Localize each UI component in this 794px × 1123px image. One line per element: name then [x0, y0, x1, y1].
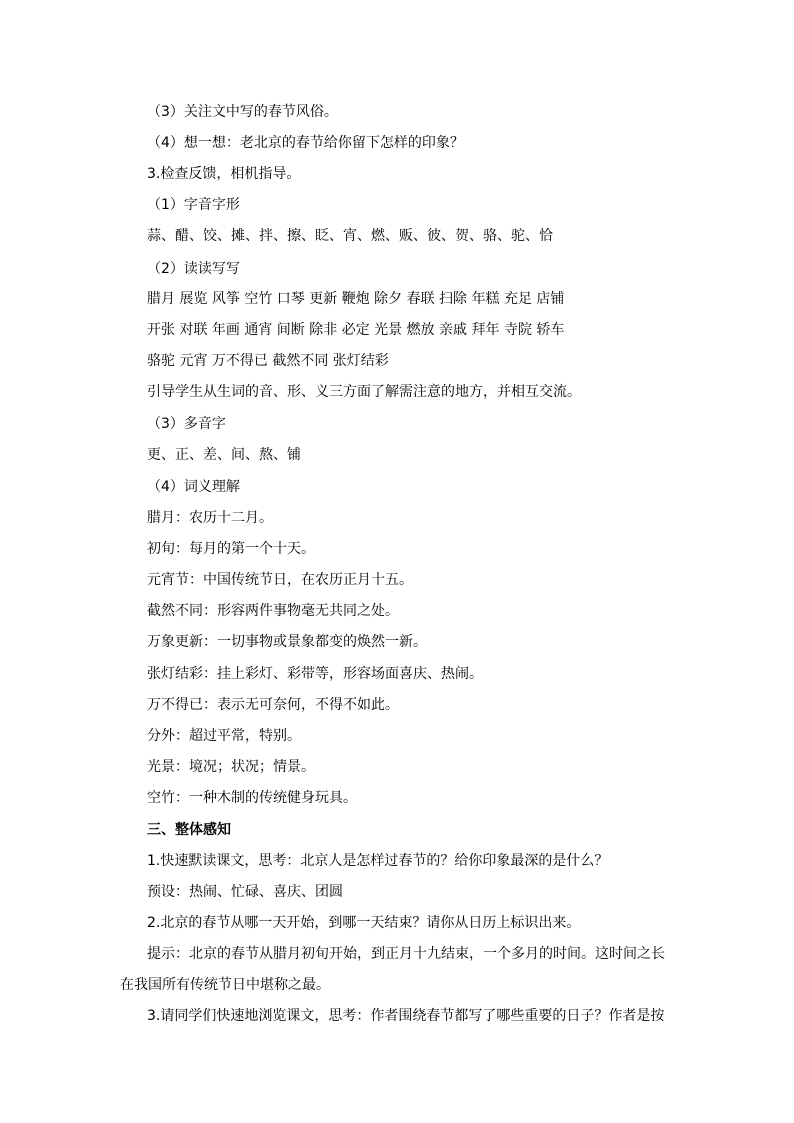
text-line: （2）读读写写 — [147, 261, 240, 277]
text-line: 3.检查反馈，相机指导。 — [147, 166, 301, 182]
text-line: 截然不同：形容两件事物毫无共同之处。 — [147, 603, 399, 619]
text-line: 分外：超过平常，特别。 — [147, 728, 301, 744]
text-line: 蒜、醋、饺、摊、拌、擦、眨、宵、燃、贩、彼、贺、骆、驼、恰 — [147, 228, 553, 244]
text-line: 3.请同学们快速地浏览课文，思考：作者围绕春节都写了哪些重要的日子？作者是按 — [147, 1008, 665, 1024]
text-line: 空竹：一种木制的传统健身玩具。 — [147, 790, 357, 806]
text-line: 在我国所有传统节日中堪称之最。 — [120, 977, 330, 993]
text-line: 万不得已：表示无可奈何，不得不如此。 — [147, 697, 399, 713]
text-line: 初旬：每月的第一个十天。 — [147, 541, 315, 557]
text-line: 腊月：农历十二月。 — [147, 510, 273, 526]
text-line: （1）字音字形 — [147, 197, 240, 213]
text-line: 光景：境况；状况；情景。 — [147, 759, 315, 775]
text-line: 2.北京的春节从哪一天开始，到哪一天结束？请你从日历上标识出来。 — [147, 915, 581, 931]
text-line: （4）词义理解 — [147, 479, 240, 495]
text-line: 万象更新：一切事物或景象都变的焕然一新。 — [147, 634, 427, 650]
text-line: 预设：热闹、忙碌、喜庆、团圆 — [147, 884, 343, 900]
section-heading: 三、整体感知 — [147, 822, 231, 838]
text-line: 张灯结彩：挂上彩灯、彩带等，形容场面喜庆、热闹。 — [147, 666, 483, 682]
text-line: 提示：北京的春节从腊月初旬开始，到正月十九结束，一个多月的时间。这时间之长 — [147, 946, 665, 962]
text-line: 更、正、差、间、熬、铺 — [147, 447, 301, 463]
text-line: （3）多音字 — [147, 416, 226, 432]
text-line: （3）关注文中写的春节风俗。 — [147, 104, 338, 120]
text-line: 1.快速默读课文，思考：北京人是怎样过春节的？给你印象最深的是什么？ — [147, 853, 609, 869]
text-line: 腊月 展览 风筝 空竹 口琴 更新 鞭炮 除夕 春联 扫除 年糕 充足 店铺 — [147, 291, 565, 307]
text-line: 开张 对联 年画 通宵 间断 除非 必定 光景 燃放 亲戚 拜年 寺院 轿车 — [147, 322, 565, 338]
text-line: （4）想一想：老北京的春节给你留下怎样的印象？ — [147, 135, 464, 151]
text-line: 引导学生从生词的音、形、义三方面了解需注意的地方，并相互交流。 — [147, 384, 581, 400]
text-line: 元宵节：中国传统节日，在农历正月十五。 — [147, 572, 413, 588]
text-line: 骆驼 元宵 万不得已 截然不同 张灯结彩 — [147, 353, 389, 369]
